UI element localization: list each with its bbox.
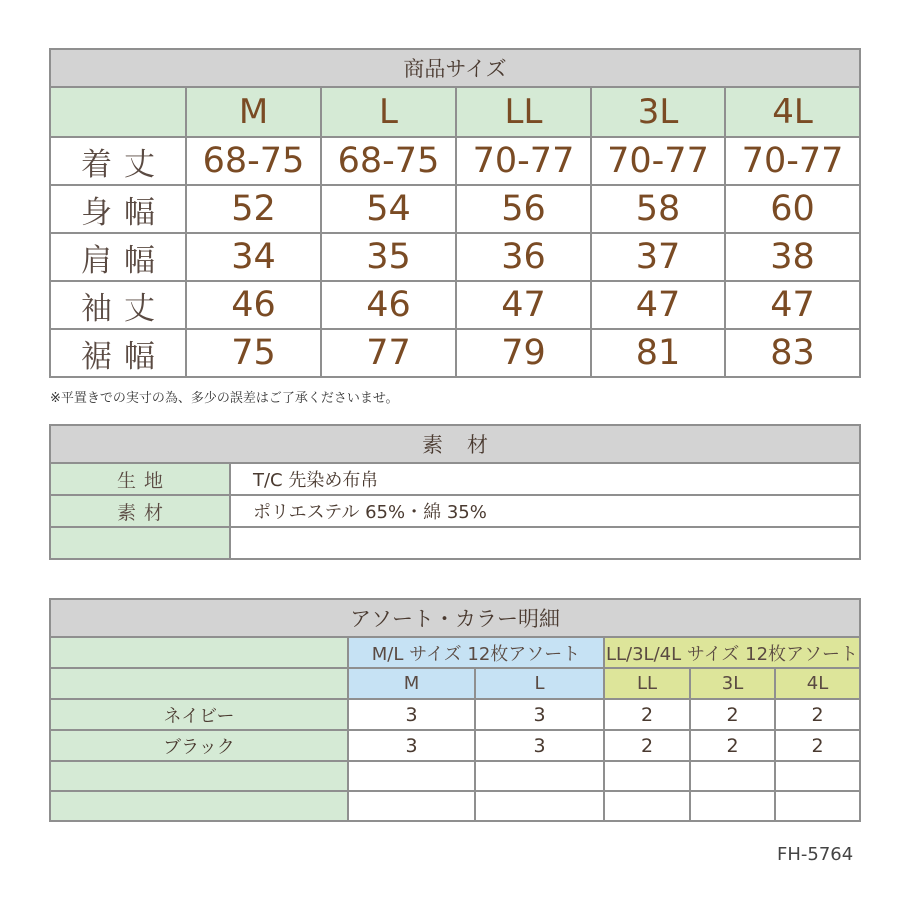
size-header-4l: 4L [725,87,860,137]
empty-cell [775,791,860,821]
value-cell: 56 [456,185,591,233]
table-row [50,495,860,527]
value-cell: 2 [690,730,775,761]
value-cell: 2 [604,730,690,761]
empty-cell [475,761,604,791]
assortment-size-ll: LL [604,668,690,699]
table-row [50,137,860,185]
value-cell: 47 [456,281,591,329]
assortment-size-l: L [475,668,604,699]
value-cell: 46 [321,281,456,329]
value-cell: 79 [456,329,591,377]
material-value-composition: ポリエステル 65%・綿 35% [230,495,860,527]
value-cell: 68-75 [186,137,321,185]
assortment-size-3l: 3L [690,668,775,699]
value-cell: 3 [475,699,604,730]
size-header-corner [50,87,186,137]
size-header-3l: 3L [591,87,725,137]
value-cell: 2 [775,699,860,730]
empty-cell [604,761,690,791]
value-cell: 36 [456,233,591,281]
empty-cell [775,761,860,791]
table-row [50,791,860,821]
empty-label-cell [50,761,348,791]
material-value-empty [230,527,860,559]
value-cell: 37 [591,233,725,281]
empty-cell [604,791,690,821]
empty-cell [690,761,775,791]
size-table-title: 商品サイズ [50,49,860,87]
assortment-size-4l: 4L [775,668,860,699]
table-row [50,730,860,761]
row-label-chest: 身幅 [50,185,186,233]
table-row [50,527,860,559]
size-header-l: L [321,87,456,137]
value-cell: 2 [690,699,775,730]
color-label-navy: ネイビー [50,699,348,730]
value-cell: 70-77 [591,137,725,185]
assortment-corner [50,637,348,668]
table-row [50,329,860,377]
empty-cell [348,791,475,821]
assortment-table [49,598,861,822]
value-cell: 46 [186,281,321,329]
row-label-hem: 裾幅 [50,329,186,377]
size-header-ll: LL [456,87,591,137]
product-code: FH-5764 [777,844,854,865]
value-cell: 54 [321,185,456,233]
value-cell: 47 [591,281,725,329]
row-label-sleeve: 袖丈 [50,281,186,329]
value-cell: 3 [475,730,604,761]
table-row [50,761,860,791]
assortment-table-title: アソート・カラー明細 [50,599,860,637]
empty-cell [348,761,475,791]
material-label-fabric: 生地 [50,463,230,495]
assortment-group-ml: M/L サイズ 12枚アソート [348,637,604,668]
value-cell: 34 [186,233,321,281]
value-cell: 70-77 [456,137,591,185]
value-cell: 60 [725,185,860,233]
assortment-group-ll: LL/3L/4L サイズ 12枚アソート [604,637,860,668]
value-cell: 77 [321,329,456,377]
material-label-empty [50,527,230,559]
value-cell: 70-77 [725,137,860,185]
material-value-fabric: T/C 先染め布帛 [230,463,860,495]
assortment-size-m: M [348,668,475,699]
material-label-composition: 素材 [50,495,230,527]
assortment-corner-2 [50,668,348,699]
value-cell: 68-75 [321,137,456,185]
value-cell: 3 [348,699,475,730]
row-label-length: 着丈 [50,137,186,185]
value-cell: 47 [725,281,860,329]
value-cell: 83 [725,329,860,377]
value-cell: 52 [186,185,321,233]
size-note: ※平置きでの実寸の為、多少の誤差はご了承くださいませ。 [50,391,399,406]
material-table [49,424,861,560]
color-label-black: ブラック [50,730,348,761]
table-row [50,185,860,233]
table-row [50,463,860,495]
empty-cell [690,791,775,821]
table-row [50,699,860,730]
size-header-m: M [186,87,321,137]
value-cell: 81 [591,329,725,377]
table-row [50,281,860,329]
empty-cell [475,791,604,821]
value-cell: 2 [604,699,690,730]
material-table-title: 素材 [50,425,860,463]
value-cell: 75 [186,329,321,377]
value-cell: 58 [591,185,725,233]
empty-label-cell [50,791,348,821]
row-label-shoulder: 肩幅 [50,233,186,281]
value-cell: 35 [321,233,456,281]
value-cell: 38 [725,233,860,281]
table-row [50,233,860,281]
size-table [49,48,861,378]
value-cell: 2 [775,730,860,761]
value-cell: 3 [348,730,475,761]
